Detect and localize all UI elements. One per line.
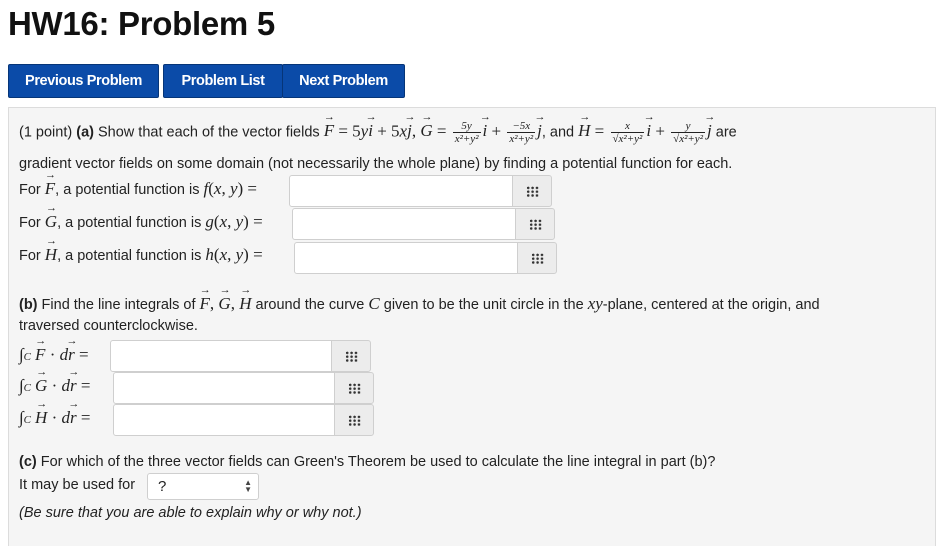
grid-icon: [348, 383, 361, 394]
next-problem-button[interactable]: Next Problem: [282, 64, 405, 98]
grid-icon: [345, 351, 358, 362]
integral-g-label: ∫C → G · d→ r =: [19, 376, 90, 396]
page-title: HW16: Problem 5: [8, 5, 275, 42]
grid-icon: [348, 415, 361, 426]
equation-editor-button-f[interactable]: [512, 175, 552, 207]
previous-problem-button[interactable]: Previous Problem: [8, 64, 159, 98]
grid-icon: [531, 253, 544, 264]
vector-field-select[interactable]: ? ▲ ▼: [147, 473, 259, 500]
potential-f-label: For → F, a potential function is f(x, y) =: [19, 179, 257, 199]
problem-list-button[interactable]: Problem List: [163, 64, 283, 98]
select-arrows-icon: ▲ ▼: [244, 478, 252, 494]
potential-h-input[interactable]: [294, 242, 518, 274]
equation-editor-button-int-h[interactable]: [334, 404, 374, 436]
integral-f-label: ∫C → F · d→ r =: [19, 345, 89, 365]
part-b-statement-cont: traversed counterclockwise.: [19, 318, 198, 334]
part-c-statement: (c) For which of the three vector fields can Green's Theorem be used to calculate the line integral in part (b)?: [19, 454, 716, 470]
equation-editor-button-int-g[interactable]: [334, 372, 374, 404]
integral-h-input[interactable]: [113, 404, 335, 436]
equation-editor-button-int-f[interactable]: [331, 340, 371, 372]
problem-panel: [8, 107, 936, 546]
potential-f-input[interactable]: [289, 175, 513, 207]
used-for-label: It may be used for: [19, 477, 136, 493]
potential-g-input[interactable]: [292, 208, 516, 240]
part-a-statement-cont: gradient vector fields on some domain (not necessarily the whole plane) by finding a potential function for each.: [19, 156, 733, 172]
grid-icon: [526, 186, 539, 197]
equation-editor-button-h[interactable]: [517, 242, 557, 274]
part-b-statement: (b) Find the line integrals of → F, → G, → H around the curve C given to be the unit circle in the xy-plane, centered at the origin, and: [19, 294, 820, 314]
integral-f-input[interactable]: [110, 340, 332, 372]
grid-icon: [529, 219, 542, 230]
equation-editor-button-g[interactable]: [515, 208, 555, 240]
potential-g-label: For → G, a potential function is g(x, y) =: [19, 212, 263, 232]
part-a-statement: (1 point) (a) Show that each of the vector fields → F = 5y→ i + 5x→ j, → G = $\frac{5y}{\text{x²+y²}}$ → i + $\frac{-5x}{\text{x²+y²}}$ → j, and → H = $\frac{x}{\text{√x²+y²}}$ → i + $\frac{y}{\text{√x²+y²}}$ → j are: [19, 120, 737, 145]
integral-g-input[interactable]: [113, 372, 335, 404]
potential-h-label: For → H, a potential function is h(x, y) =: [19, 245, 263, 265]
integral-h-label: ∫C → H · d→ r =: [19, 408, 90, 428]
explanation-note: (Be sure that you are able to explain why or why not.): [19, 505, 362, 521]
